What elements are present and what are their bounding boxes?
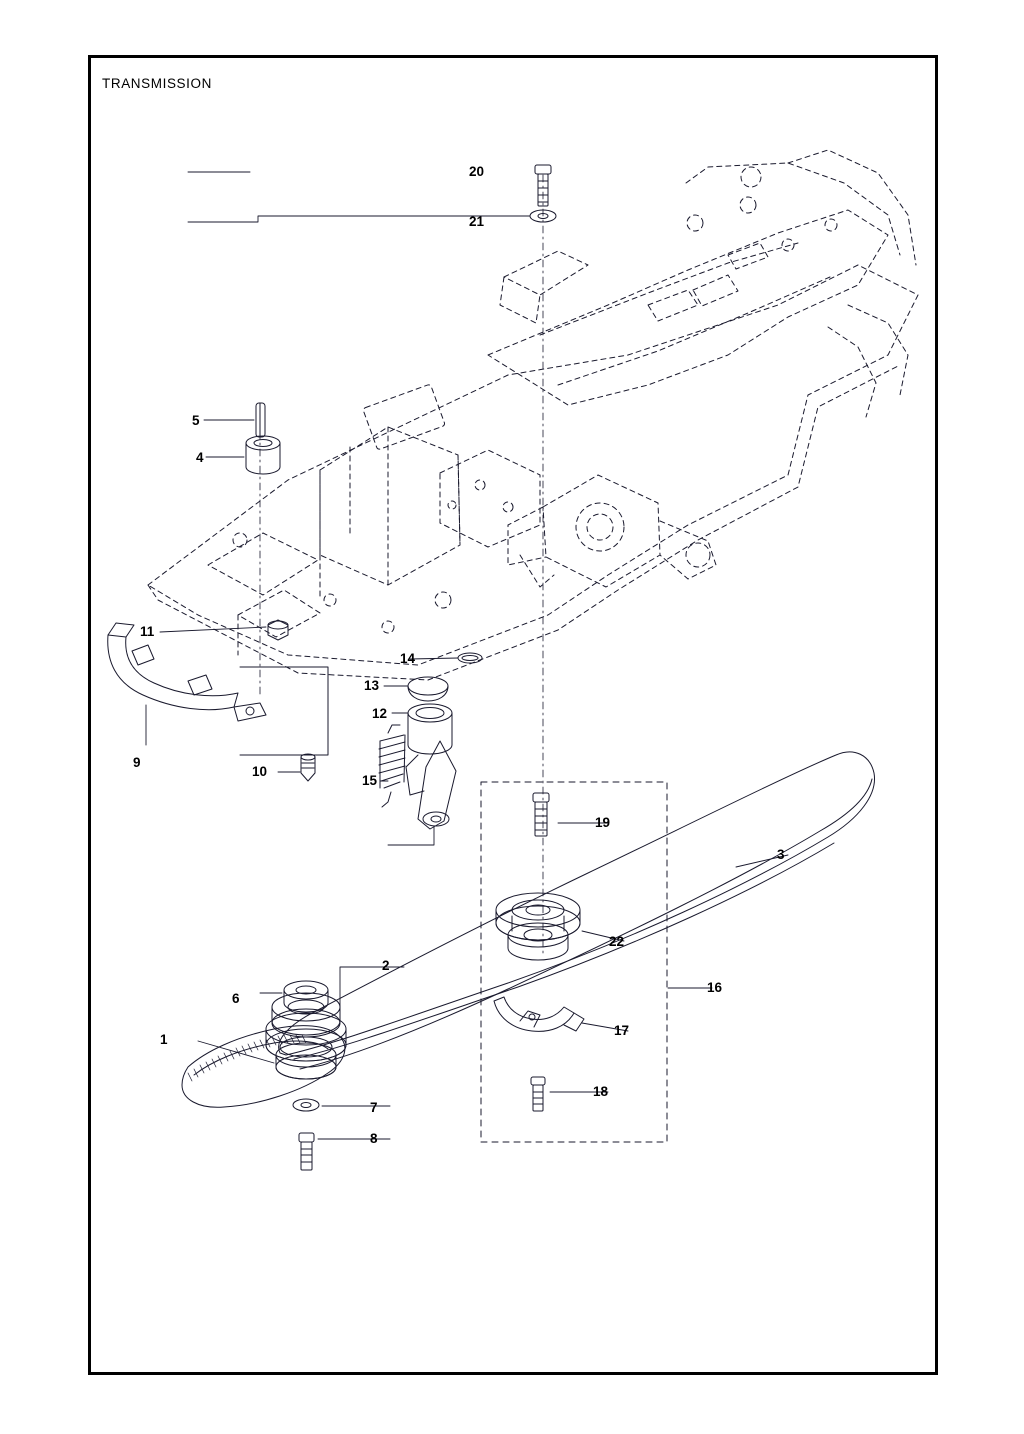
callout-13: 13: [364, 678, 380, 693]
callout-16: 16: [707, 980, 723, 995]
callout-1: 1: [160, 1032, 168, 1047]
callout-5: 5: [192, 413, 200, 428]
callout-10: 10: [252, 764, 268, 779]
callout-12: 12: [372, 706, 388, 721]
page-border: [88, 55, 938, 1375]
callout-9: 9: [133, 755, 141, 770]
callout-4: 4: [196, 450, 204, 465]
callout-22: 22: [609, 934, 625, 949]
callout-19: 19: [595, 815, 611, 830]
callout-17: 17: [614, 1023, 630, 1038]
callout-18: 18: [593, 1084, 609, 1099]
callout-8: 8: [370, 1131, 378, 1146]
callout-14: 14: [400, 651, 416, 666]
callout-3: 3: [777, 847, 785, 862]
callout-11: 11: [140, 624, 155, 639]
page-title: TRANSMISSION: [102, 76, 212, 91]
callout-6: 6: [232, 991, 240, 1006]
callout-7: 7: [370, 1100, 378, 1115]
callout-2: 2: [382, 958, 390, 973]
callout-20: 20: [469, 164, 485, 179]
callout-15: 15: [362, 773, 378, 788]
callout-21: 21: [469, 214, 485, 229]
